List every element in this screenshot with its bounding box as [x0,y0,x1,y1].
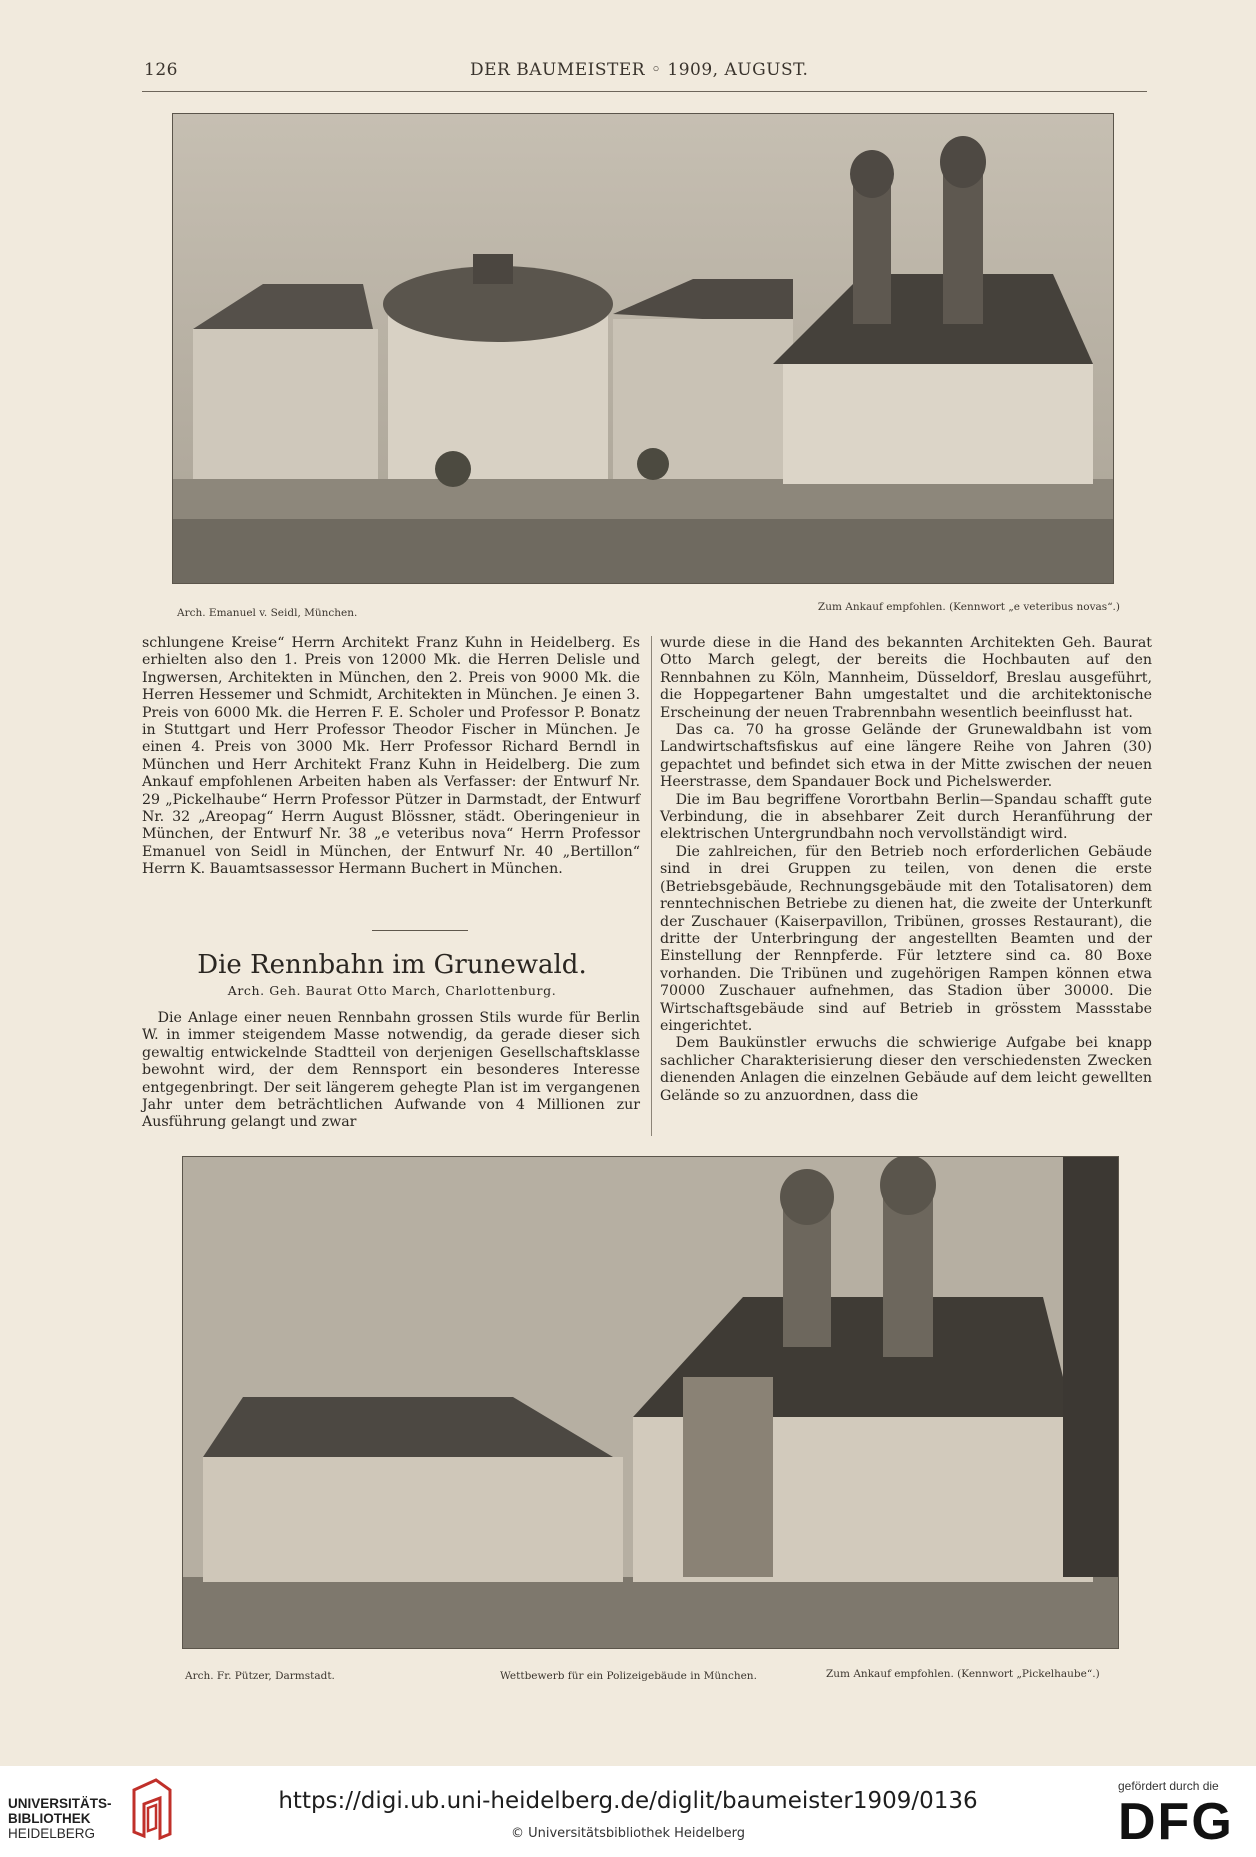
left-column-article [142,1010,640,1132]
article-heading: Die Rennbahn im Grunewald. [197,950,587,980]
section-divider [372,930,468,931]
page-number: 126 [144,60,178,80]
left-paragraph-1: schlungene Kreise“ Herrn Architekt Franz Kuhn in Heidelberg. Es erhielten also den 1. Preis von 12000 Mk. die Herren Delisle und Ingwersen, Architekten in München, den 2. Preis von 9000 Mk. die Herren Hessemer und Schmidt, Architekten in München. Je einen 3. Preis von 6000 Mk. die Herren F. E. Scholer und Professor P. Bonatz in Stuttgart und Herr Professor Theodor Fischer in München. Je einen 4. Preis von 3000 Mk. Herr Professor Richard Berndl in München und Herr Architekt Franz Kuhn in Heidelberg. Die zum Ankauf empfohlenen Arbeiten haben als Verfasser: der Entwurf Nr. 29 „Pickelhaube“ Herrn Professor Pützer in Darmstadt, der Entwurf Nr. 32 „Areopag“ Herrn August Blössner, städt. Oberingenieur in München, der Entwurf Nr. 38 „e veteribus nova“ Herrn Professor Emanuel von Seidl in München, der Entwurf Nr. 40 „Bertillon“ Herrn K. Bauamtsassessor Hermann Buchert in München. [142,635,640,878]
right-paragraph-1: wurde diese in die Hand des bekannten Architekten Geh. Baurat Otto March gelegt, der bereits die Hochbauten auf den Rennbahnen zu Köln, Mannheim, Düsseldorf, Breslau ausgeführt, die Hoppegartener Bahn umgestaltet und die architektonische Erscheinung der neuen Trabrennbahn wesentlich beeinflusst hat. [660,635,1152,721]
illustration-seidl [173,114,1113,583]
left-paragraph-2: Die Anlage einer neuen Rennbahn grossen Stils wurde für Berlin W. in immer steigendem Masse notwendig, da gerade dieser sich gewaltig entwickelnde Stadtteil von derjenigen Gesellschaftsklasse bewohnt wird, der dem Rennsport ein besonderes Interesse entgegenbringt. Der seit längerem gehegte Plan ist im vergangenen Jahr unter dem beträchtlichen Aufwande von 4 Millionen zur Ausführung gelangt und zwar [142,1010,640,1131]
library-city: HEIDELBERG [8,1826,96,1841]
right-paragraph-5: Dem Baukünstler erwuchs die schwierige Aufgabe bei knapp sachlicher Charakterisierung dieser den verschiedensten Zwecken dienenden Anlagen die einzelnen Gebäude auf dem leicht gewellten Gelände so zu anzuordnen, dass die [660,1035,1152,1104]
right-paragraph-4: Die zahlreichen, für den Betrieb noch erforderlichen Gebäude sind in drei Gruppen zu teilen, von denen die erste (Betriebsgebäude, Rechnungsgebäude mit den Totalisatoren) dem renntechnischen Betriebe zu dienen hat, die zweite der Unterkunft der Zuschauer (Kaiserpavillon, Tribünen, grosses Restaurant), die dritte der Unterbringung der angestellten Beamten und der Einstellung der Rennpferde. Für letztere sind ca. 80 Boxe vorhanden. Die Tribünen und zugehörigen Rampen können etwa 70000 Zuschauer aufnehmen, das Stadion über 30000. Die Wirtschaftsgebäude sind auf Betrieb in grösstem Massstabe eingerichtet. [660,843,1152,1034]
header-rule [142,91,1147,92]
figure1-caption-note: Zum Ankauf empfohlen. (Kennwort „e veteribus novas“.) [817,601,1120,613]
library-name: UNIVERSITÄTS- BIBLIOTHEK [8,1796,112,1826]
copyright: © Universitätsbibliothek Heidelberg [510,1826,745,1841]
permalink-url[interactable]: https://digi.ub.uni-heidelberg.de/diglit/baumeister1909/0136 [278,1788,978,1814]
article-subheading: Arch. Geh. Baurat Otto March, Charlottenburg. [227,983,557,998]
figure2-caption-architect: Arch. Fr. Pützer, Darmstadt. [185,1670,335,1682]
right-paragraph-2: Das ca. 70 ha grosse Gelände der Grunewaldbahn ist vom Landwirtschaftsfiskus auf eine längere Reihe von Jahren (30) gepachtet und befindet sich etwa in der Mitte zwischen der neuen Heerstrasse, dem Spandauer Bock und Pichelswerder. [660,722,1152,791]
running-title: DER BAUMEISTER ◦ 1909, AUGUST. [470,60,809,80]
figure-seidl-police-building [172,113,1114,584]
funding-note: gefördert durch die [1118,1779,1219,1793]
figure1-caption-architect: Arch. Emanuel v. Seidl, München. [177,607,358,619]
figure2-caption-competition: Wettbewerb für ein Polizeigebäude in München. [500,1670,757,1682]
column-rule [651,636,652,1136]
illustration-puetzer [183,1157,1118,1648]
library-logo-icon [126,1778,176,1840]
figure-puetzer-police-building [182,1156,1119,1649]
figure2-caption-note: Zum Ankauf empfohlen. (Kennwort „Pickelhaube“.) [826,1668,1100,1680]
dfg-logo: DFG [1118,1793,1234,1851]
left-column [142,635,640,879]
right-paragraph-3: Die im Bau begriffene Vorortbahn Berlin—Spandau schafft gute Verbindung, die in absehbarer Zeit durch Heranführung der elektrischen Untergrundbahn noch vervollständigt wird. [660,791,1152,843]
right-column [660,635,1152,1105]
